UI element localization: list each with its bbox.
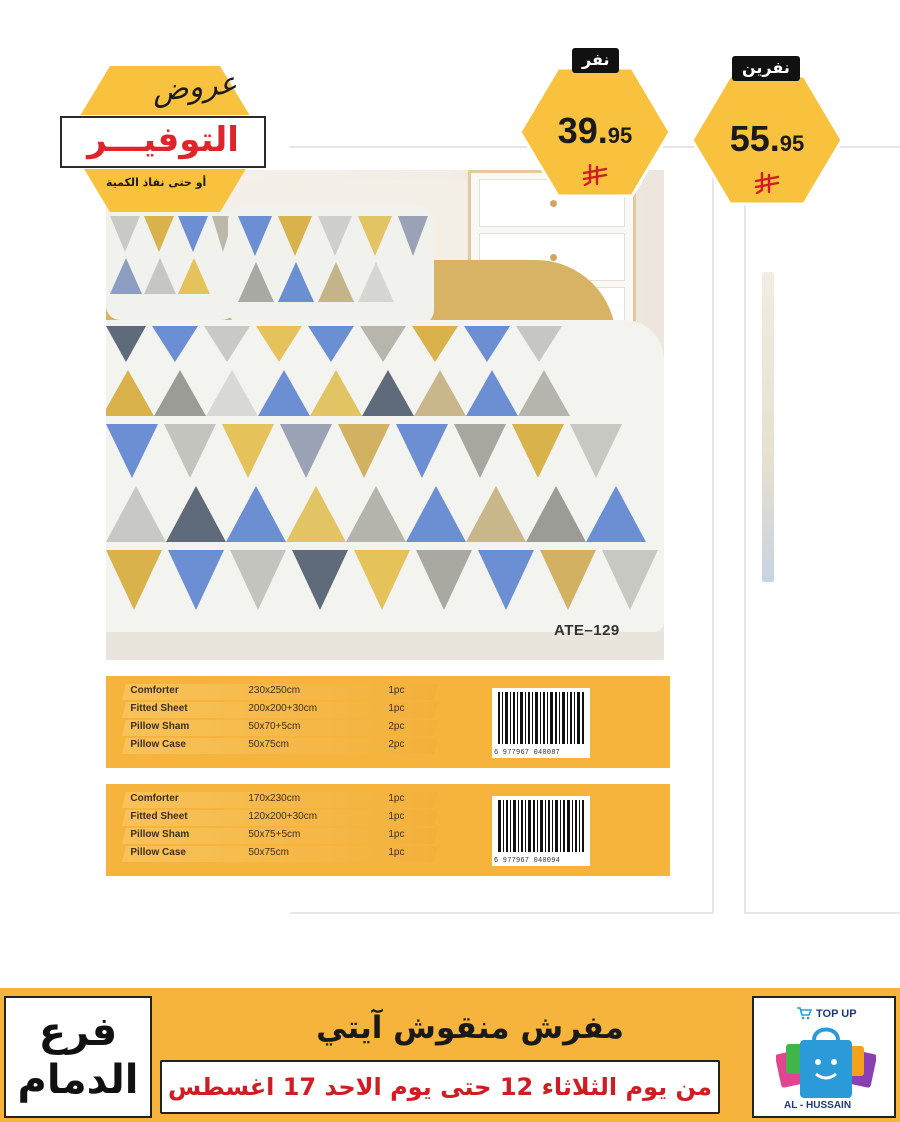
product-title: مفرش منقوش آيتي (316, 1010, 624, 1046)
next-product-image-edge (762, 272, 774, 582)
barcode-bars (496, 800, 586, 852)
model-code: ATE–129 (554, 622, 620, 639)
price-value (518, 110, 672, 152)
spec-item-qty: 1pc (388, 685, 405, 696)
spec-item-size: 50x70+5cm (248, 721, 301, 732)
footer-banner (0, 988, 900, 1122)
spec-item-qty: 1pc (388, 811, 405, 822)
spec-item-size: 230x250cm (248, 685, 301, 696)
barcode-bars (496, 692, 586, 744)
spec-item-name: Fitted Sheet (130, 703, 188, 714)
spec-item-name: Comforter (130, 685, 179, 696)
spec-item-name: Pillow Case (130, 847, 186, 858)
offer-title-main: التوفيـــر (87, 120, 239, 160)
pillow-image (228, 206, 434, 324)
offer-badge (40, 64, 290, 214)
price-badge-single (518, 48, 672, 198)
comforter-image (106, 320, 664, 632)
spec-row (122, 702, 438, 718)
barcode (492, 688, 590, 758)
price-integer: 39. (557, 110, 608, 151)
spec-item-size: 200x200+30cm (248, 703, 318, 714)
spec-item-name: Comforter (130, 793, 179, 804)
logo-top-text: TOP UP (816, 1008, 857, 1020)
price-badge-double (690, 56, 844, 206)
spec-row (122, 828, 438, 844)
offer-ribbon (60, 116, 266, 168)
spec-item-qty: 1pc (388, 793, 405, 804)
offer-dates-box (160, 1060, 720, 1114)
product-photo (106, 170, 664, 660)
spec-item-name: Pillow Sham (130, 829, 190, 840)
saudi-riyal-icon (754, 172, 780, 194)
price-label: نفر (572, 48, 619, 73)
price-value (690, 118, 844, 160)
branch-name: الدمام (17, 1057, 139, 1103)
offer-note: أو حتى نفاذ الكمية (106, 176, 207, 189)
branch-label: فرع (38, 1009, 118, 1055)
spec-item-size: 50x75cm (248, 847, 289, 858)
shopping-bags-icon (776, 1022, 876, 1100)
saudi-riyal-icon (582, 164, 608, 186)
spec-item-name: Fitted Sheet (130, 811, 188, 822)
spec-item-qty: 1pc (388, 847, 405, 858)
price-label: نفرين (732, 56, 800, 81)
cart-icon (796, 1006, 812, 1020)
spec-row (122, 792, 438, 808)
offer-dates: من يوم الثلاثاء 12 حتى يوم الاحد 17 اغسطس (168, 1073, 712, 1101)
price-decimal: 95 (779, 131, 805, 156)
logo-bottom-text: AL - HUSSAIN (784, 1100, 852, 1111)
price-integer: 55. (729, 118, 780, 159)
spec-item-name: Pillow Case (130, 739, 186, 750)
spec-row (122, 720, 438, 736)
price-decimal: 95 (607, 123, 633, 148)
spec-item-size: 50x75cm (248, 739, 289, 750)
spec-row (122, 810, 438, 826)
barcode-number: 6 977967 040087 (494, 749, 561, 757)
spec-panel (106, 676, 670, 768)
offer-title-word: عروض (150, 65, 239, 110)
spec-item-name: Pillow Sham (130, 721, 190, 732)
store-logo (752, 996, 896, 1118)
spec-row (122, 846, 438, 862)
spec-item-size: 170x230cm (248, 793, 301, 804)
spec-row (122, 738, 438, 754)
barcode-number: 6 977967 040094 (494, 857, 561, 865)
spec-item-qty: 2pc (388, 739, 405, 750)
pillow-image (106, 208, 236, 320)
spec-item-size: 120x200+30cm (248, 811, 318, 822)
spec-item-qty: 1pc (388, 703, 405, 714)
spec-panel (106, 784, 670, 876)
branch-box (4, 996, 152, 1118)
barcode (492, 796, 590, 866)
spec-item-qty: 1pc (388, 829, 405, 840)
spec-item-qty: 2pc (388, 721, 405, 732)
spec-row (122, 684, 438, 700)
spec-item-size: 50x75+5cm (248, 829, 301, 840)
